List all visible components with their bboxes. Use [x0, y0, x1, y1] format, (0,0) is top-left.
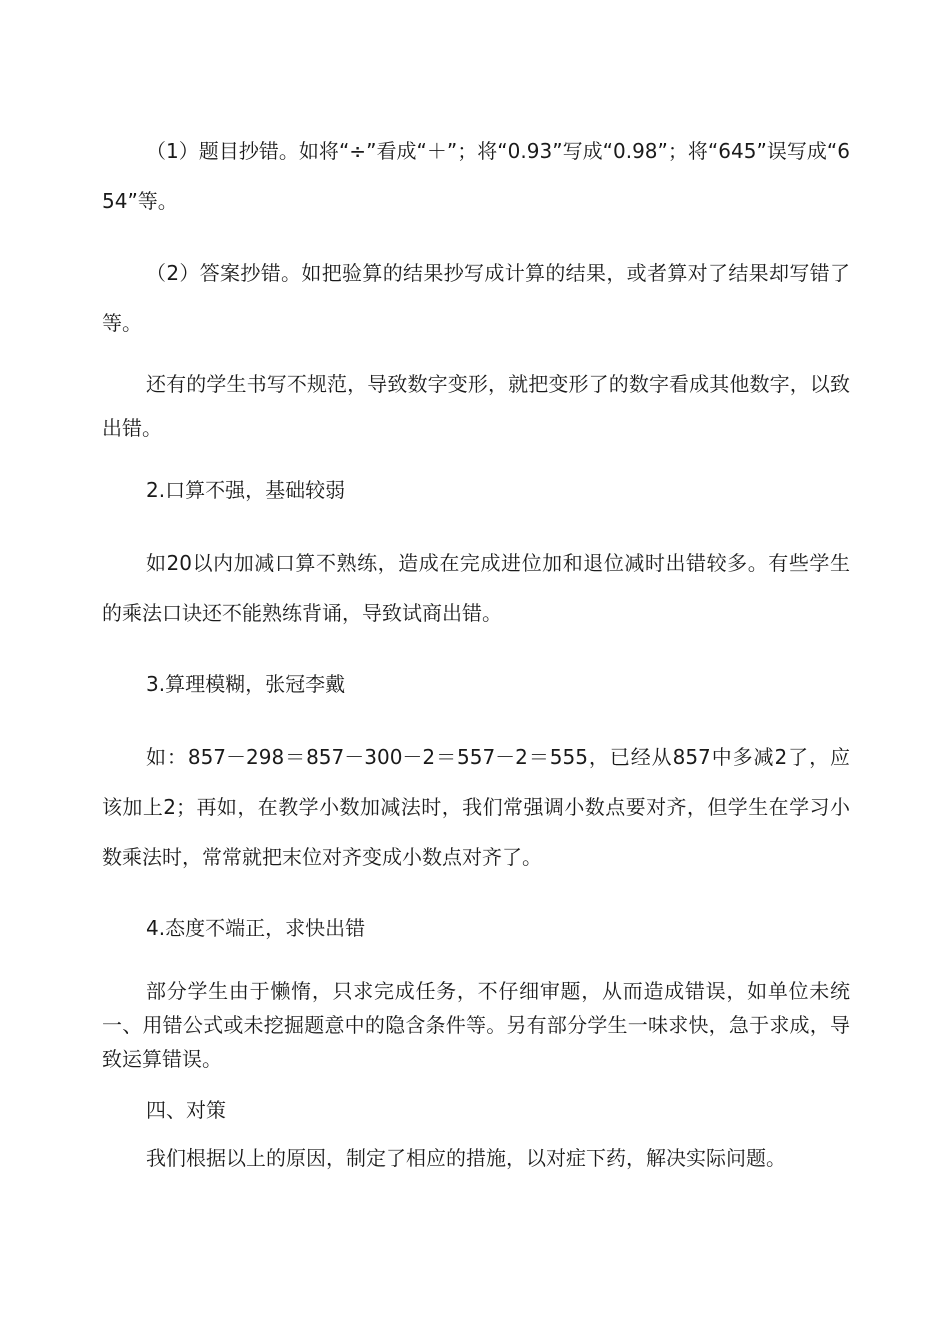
heading-attitude: 4.态度不端正，求快出错	[146, 916, 366, 940]
heading-countermeasures: 四、对策	[146, 1098, 226, 1122]
paragraph-copy-error-question: （1）题目抄错。如将“÷”看成“＋”；将“0.93”写成“0.98”；将“645”误写成“654”等。	[102, 139, 850, 213]
paragraph-countermeasures: 我们根据以上的原因，制定了相应的措施，以对症下药，解决实际问题。	[146, 1146, 786, 1170]
paragraph-attitude: 部分学生由于懒惰，只求完成任务，不仔细审题，从而造成错误，如单位未统一、用错公式或未挖掘题意中的隐含条件等。另有部分学生一味求快，急于求成，导致运算错误。	[102, 979, 850, 1071]
heading-mental-arithmetic: 2.口算不强，基础较弱	[146, 478, 346, 502]
paragraph-handwriting: 还有的学生书写不规范，导致数字变形，就把变形了的数字看成其他数字，以致出错。	[102, 372, 850, 440]
heading-arithmetic-principle: 3.算理模糊，张冠李戴	[146, 672, 346, 696]
paragraph-copy-error-answer: （2）答案抄错。如把验算的结果抄写成计算的结果，或者算对了结果却写错了等。	[102, 261, 850, 335]
paragraph-arithmetic-principle: 如：857－298＝857－300－2＝557－2＝555，已经从857中多减2了，应该加上2；再如，在教学小数加减法时，我们常强调小数点要对齐，但学生在学习小数乘法时，常常就把末位对齐变成小数点对齐了。	[102, 745, 850, 869]
paragraph-mental-arithmetic: 如20以内加减口算不熟练，造成在完成进位加和退位减时出错较多。有些学生的乘法口诀还不能熟练背诵，导致试商出错。	[102, 551, 850, 625]
